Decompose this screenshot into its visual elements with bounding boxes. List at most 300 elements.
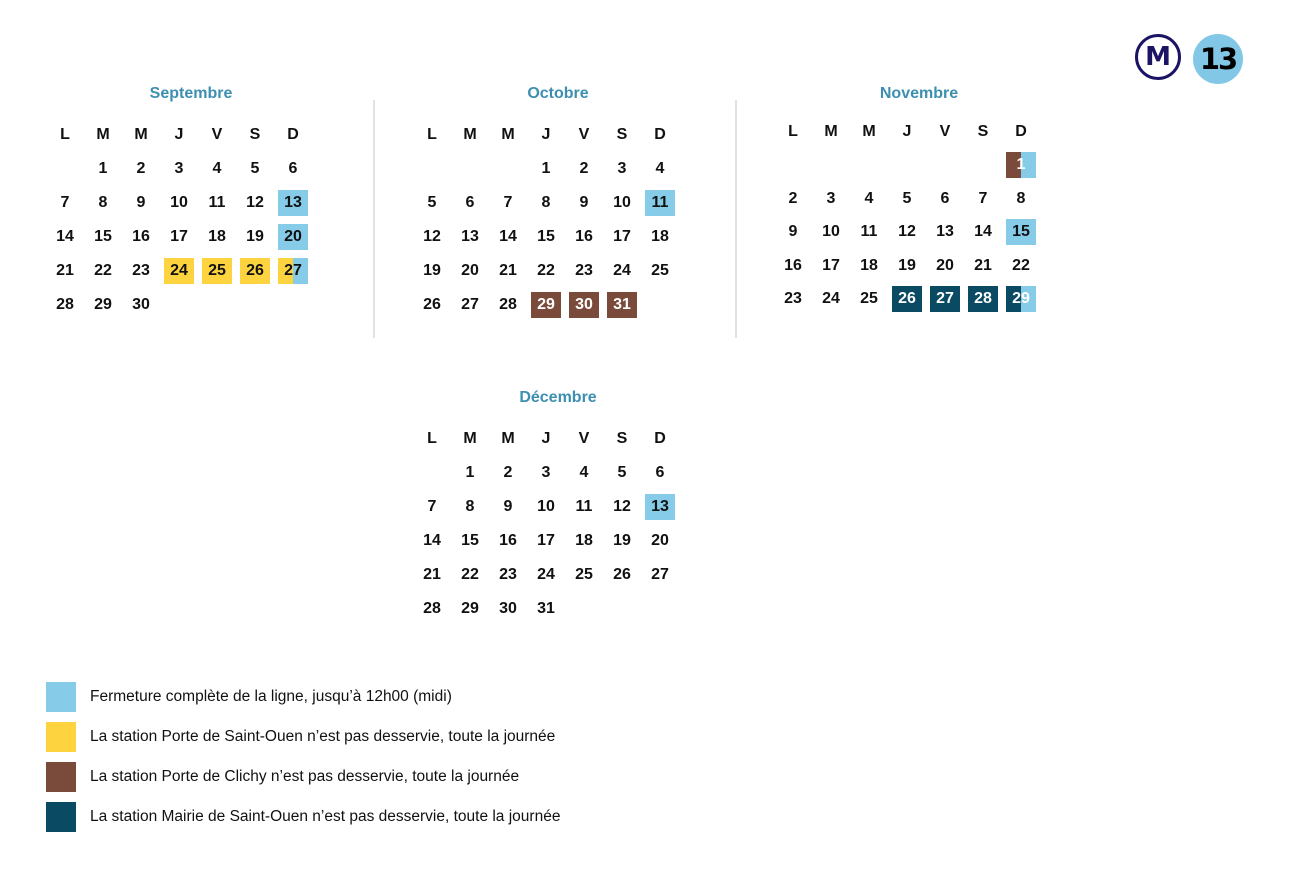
- day-cell: [489, 524, 527, 558]
- day-cell: [964, 182, 1002, 216]
- day-cell: [160, 152, 198, 186]
- day-number: 17: [170, 228, 188, 245]
- day-cell: [850, 182, 888, 216]
- day-number: 9: [788, 223, 798, 241]
- day-number: 12: [898, 223, 916, 241]
- day-number: 8: [98, 194, 108, 211]
- day-cell: [160, 254, 198, 288]
- day-cell: [964, 249, 1002, 283]
- empty-cell: [774, 149, 812, 183]
- weekday-header: D: [287, 126, 299, 143]
- day-cell: [413, 592, 451, 626]
- day-cell: [84, 288, 122, 322]
- day-cell: [1002, 216, 1040, 250]
- day-number: 12: [613, 498, 631, 515]
- day-cell: [122, 254, 160, 288]
- logo: [1135, 34, 1243, 84]
- day-cell: [774, 283, 812, 317]
- day-cell: [1002, 182, 1040, 216]
- day-number: 1: [98, 160, 108, 177]
- day-number: 4: [655, 160, 665, 177]
- day-cell: [641, 220, 679, 254]
- day-number: 26: [892, 286, 922, 312]
- weekday-header: V: [578, 430, 590, 447]
- day-number: 27: [930, 286, 960, 312]
- weekday-header: S: [249, 126, 261, 143]
- month-october: [418, 84, 698, 322]
- day-cell: [926, 283, 964, 317]
- weekday-header: V: [939, 122, 951, 140]
- legend-text: Fermeture complète de la ligne, jusqu’à 12h00 (midi): [90, 688, 452, 705]
- day-number: 21: [499, 262, 517, 279]
- day-cell: [413, 524, 451, 558]
- month-september: [51, 84, 331, 322]
- day-number: 16: [132, 228, 150, 245]
- day-cell: [451, 220, 489, 254]
- weekday-header: D: [1015, 122, 1027, 140]
- day-number: 1: [541, 160, 551, 177]
- day-cell: [565, 456, 603, 490]
- day-number: 23: [499, 566, 517, 583]
- legend-item-full-closure: [46, 681, 560, 713]
- day-number: 31: [607, 292, 637, 318]
- day-number: 9: [136, 194, 146, 211]
- day-cell: [850, 249, 888, 283]
- day-number: 17: [822, 256, 840, 274]
- day-number: 14: [499, 228, 517, 245]
- calendar-grid: [774, 115, 1059, 316]
- day-number: 23: [575, 262, 593, 279]
- calendar-grid: [413, 422, 698, 626]
- day-number: 9: [503, 498, 513, 515]
- day-number: 21: [423, 566, 441, 583]
- day-number: 24: [613, 262, 631, 279]
- day-number: 15: [537, 228, 555, 245]
- day-cell: [451, 558, 489, 592]
- day-number: 8: [465, 498, 475, 515]
- day-cell: [413, 288, 451, 322]
- day-number: 12: [423, 228, 441, 245]
- day-cell: [122, 152, 160, 186]
- empty-cell: [451, 152, 489, 186]
- day-cell: [489, 288, 527, 322]
- day-number: 6: [940, 189, 950, 207]
- day-cell: [84, 152, 122, 186]
- day-number: 16: [575, 228, 593, 245]
- weekday-header: J: [541, 126, 551, 143]
- metro-icon: M: [1135, 34, 1181, 80]
- month-title: Octobre: [527, 85, 589, 102]
- day-number: 7: [978, 189, 988, 207]
- day-number: 13: [645, 494, 675, 520]
- day-cell: [198, 152, 236, 186]
- day-number: 19: [613, 532, 631, 549]
- day-cell: [527, 152, 565, 186]
- day-number: 10: [170, 194, 188, 211]
- day-cell: [236, 220, 274, 254]
- day-cell: [274, 254, 312, 288]
- day-cell: [926, 216, 964, 250]
- day-number: 25: [860, 290, 878, 308]
- weekday-header: M: [501, 126, 515, 143]
- day-cell: [489, 558, 527, 592]
- day-cell: [527, 558, 565, 592]
- day-cell: [84, 254, 122, 288]
- day-number: 20: [461, 262, 479, 279]
- day-number: 13: [278, 190, 308, 216]
- weekday-header: M: [862, 122, 876, 140]
- day-number: 25: [651, 262, 669, 279]
- day-number: 6: [288, 160, 298, 177]
- day-cell: [964, 283, 1002, 317]
- day-number: 18: [860, 256, 878, 274]
- legend-item-porte-clichy: [46, 761, 560, 793]
- day-number: 3: [541, 464, 551, 481]
- day-cell: [603, 152, 641, 186]
- day-cell: [489, 254, 527, 288]
- empty-cell: [888, 149, 926, 183]
- weekday-header: L: [427, 430, 437, 447]
- day-number: 8: [1016, 189, 1026, 207]
- day-cell: [641, 490, 679, 524]
- empty-cell: [964, 149, 1002, 183]
- weekday-header: M: [134, 126, 148, 143]
- day-cell: [274, 186, 312, 220]
- day-number: 5: [427, 194, 437, 211]
- day-cell: [489, 220, 527, 254]
- day-number: 21: [56, 262, 74, 279]
- day-cell: [122, 288, 160, 322]
- day-number: 14: [423, 532, 441, 549]
- month-november: [779, 84, 1059, 316]
- day-cell: [774, 216, 812, 250]
- day-cell: [198, 186, 236, 220]
- day-cell: [641, 152, 679, 186]
- day-number: 5: [617, 464, 627, 481]
- day-cell: [641, 558, 679, 592]
- day-cell: [413, 220, 451, 254]
- day-number: 22: [1012, 256, 1030, 274]
- weekday-header: L: [60, 126, 70, 143]
- day-cell: [274, 152, 312, 186]
- day-number: 26: [423, 296, 441, 313]
- legend-item-mairie-saint-ouen: [46, 801, 560, 833]
- day-number: 20: [936, 256, 954, 274]
- legend-text: La station Mairie de Saint-Ouen n’est pas desservie, toute la journée: [90, 808, 561, 825]
- day-number: 30: [499, 600, 517, 617]
- day-cell: [527, 288, 565, 322]
- legend-text: La station Porte de Clichy n’est pas desservie, toute la journée: [90, 768, 520, 785]
- day-cell: [160, 220, 198, 254]
- day-cell: [812, 283, 850, 317]
- day-cell: [888, 283, 926, 317]
- day-cell: [413, 558, 451, 592]
- day-cell: [527, 592, 565, 626]
- day-cell: [603, 456, 641, 490]
- day-cell: [565, 186, 603, 220]
- day-number: 14: [974, 223, 992, 241]
- day-number: 26: [613, 566, 631, 583]
- day-number: 18: [651, 228, 669, 245]
- day-cell: [603, 558, 641, 592]
- day-cell: [641, 254, 679, 288]
- day-cell: [565, 558, 603, 592]
- legend-text: La station Porte de Saint-Ouen n’est pas desservie, toute la journée: [90, 728, 556, 745]
- legend-swatch: [46, 722, 76, 752]
- day-cell: [926, 249, 964, 283]
- day-cell: [489, 592, 527, 626]
- day-cell: [489, 456, 527, 490]
- day-cell: [527, 490, 565, 524]
- day-cell: [451, 592, 489, 626]
- day-cell: [888, 216, 926, 250]
- day-number: 30: [132, 296, 150, 313]
- month-december: [418, 388, 698, 626]
- day-cell: [964, 216, 1002, 250]
- day-number: 17: [613, 228, 631, 245]
- day-number: 11: [208, 194, 226, 211]
- day-number: 19: [246, 228, 264, 245]
- day-number: 2: [579, 160, 589, 177]
- day-cell: [603, 220, 641, 254]
- calendar-grid: [46, 118, 331, 322]
- day-cell: [46, 288, 84, 322]
- weekday-header: L: [788, 122, 798, 140]
- day-cell: [46, 254, 84, 288]
- day-number: 24: [164, 258, 194, 284]
- day-cell: [451, 186, 489, 220]
- day-cell: [565, 152, 603, 186]
- day-cell: [926, 182, 964, 216]
- day-cell: [451, 254, 489, 288]
- day-cell: [812, 216, 850, 250]
- day-number: 7: [427, 498, 437, 515]
- day-number: 29: [461, 600, 479, 617]
- day-cell: [774, 249, 812, 283]
- divider: [373, 100, 375, 338]
- day-cell: [527, 186, 565, 220]
- day-number: 25: [202, 258, 232, 284]
- day-cell: [413, 490, 451, 524]
- weekday-header: J: [902, 122, 912, 140]
- day-cell: [451, 524, 489, 558]
- day-number: 18: [575, 532, 593, 549]
- day-number: 13: [936, 223, 954, 241]
- empty-cell: [850, 149, 888, 183]
- day-number: 28: [499, 296, 517, 313]
- day-number: 2: [788, 189, 798, 207]
- day-number: 18: [208, 228, 226, 245]
- weekday-header: L: [427, 126, 437, 143]
- day-number: 4: [212, 160, 222, 177]
- month-title: Septembre: [149, 85, 233, 102]
- day-number: 7: [60, 194, 70, 211]
- day-number: 11: [645, 190, 675, 216]
- day-number: 11: [575, 498, 593, 515]
- day-number: 6: [655, 464, 665, 481]
- day-cell: [236, 254, 274, 288]
- day-number: 19: [898, 256, 916, 274]
- day-number: 20: [278, 224, 308, 250]
- day-cell: [236, 152, 274, 186]
- day-number: 6: [465, 194, 475, 211]
- month-title: Novembre: [879, 85, 959, 102]
- day-cell: [565, 288, 603, 322]
- legend-swatch: [46, 762, 76, 792]
- day-cell: [451, 490, 489, 524]
- day-cell: [565, 220, 603, 254]
- day-cell: [527, 254, 565, 288]
- weekday-header: S: [616, 126, 628, 143]
- empty-cell: [812, 149, 850, 183]
- day-number: 27: [278, 258, 308, 284]
- day-number: 29: [531, 292, 561, 318]
- legend-swatch: [46, 802, 76, 832]
- day-cell: [413, 254, 451, 288]
- day-number: 23: [784, 290, 802, 308]
- weekday-header: D: [654, 430, 666, 447]
- divider: [735, 100, 737, 338]
- day-number: 16: [499, 532, 517, 549]
- day-number: 27: [651, 566, 669, 583]
- day-cell: [122, 186, 160, 220]
- day-cell: [641, 524, 679, 558]
- day-number: 15: [1006, 219, 1036, 245]
- day-cell: [527, 456, 565, 490]
- weekday-header: M: [463, 430, 477, 447]
- legend-item-porte-saint-ouen: [46, 721, 560, 753]
- day-cell: [603, 186, 641, 220]
- day-cell: [812, 249, 850, 283]
- month-title: Décembre: [519, 389, 597, 406]
- day-number: 4: [579, 464, 589, 481]
- day-cell: [603, 254, 641, 288]
- day-cell: [565, 524, 603, 558]
- weekday-header: S: [616, 430, 628, 447]
- day-number: 4: [864, 189, 874, 207]
- legend-swatch: [46, 682, 76, 712]
- day-number: 29: [94, 296, 112, 313]
- empty-cell: [46, 152, 84, 186]
- day-number: 21: [974, 256, 992, 274]
- day-number: 1: [1006, 152, 1036, 178]
- day-cell: [888, 249, 926, 283]
- day-cell: [451, 456, 489, 490]
- day-number: 28: [56, 296, 74, 313]
- day-cell: [850, 216, 888, 250]
- day-cell: [1002, 249, 1040, 283]
- day-number: 12: [246, 194, 264, 211]
- empty-cell: [413, 152, 451, 186]
- day-number: 7: [503, 194, 513, 211]
- day-cell: [236, 186, 274, 220]
- day-number: 22: [537, 262, 555, 279]
- day-cell: [84, 186, 122, 220]
- day-cell: [84, 220, 122, 254]
- day-number: 14: [56, 228, 74, 245]
- weekday-header: V: [211, 126, 223, 143]
- empty-cell: [489, 152, 527, 186]
- day-number: 22: [94, 262, 112, 279]
- weekday-header: M: [96, 126, 110, 143]
- day-cell: [1002, 283, 1040, 317]
- day-number: 1: [465, 464, 475, 481]
- day-number: 5: [250, 160, 260, 177]
- day-cell: [850, 283, 888, 317]
- day-cell: [812, 182, 850, 216]
- day-number: 2: [136, 160, 146, 177]
- day-cell: [122, 220, 160, 254]
- day-number: 10: [537, 498, 555, 515]
- day-number: 8: [541, 194, 551, 211]
- day-cell: [274, 220, 312, 254]
- day-cell: [198, 220, 236, 254]
- day-number: 20: [651, 532, 669, 549]
- day-number: 5: [902, 189, 912, 207]
- day-number: 13: [461, 228, 479, 245]
- day-number: 3: [174, 160, 184, 177]
- day-number: 30: [569, 292, 599, 318]
- day-number: 23: [132, 262, 150, 279]
- weekday-header: V: [578, 126, 590, 143]
- day-cell: [603, 524, 641, 558]
- day-cell: [198, 254, 236, 288]
- day-cell: [160, 186, 198, 220]
- day-cell: [527, 524, 565, 558]
- day-number: 25: [575, 566, 593, 583]
- day-number: 22: [461, 566, 479, 583]
- weekday-header: M: [501, 430, 515, 447]
- day-number: 24: [537, 566, 555, 583]
- day-number: 15: [94, 228, 112, 245]
- empty-cell: [926, 149, 964, 183]
- legend: [46, 681, 560, 841]
- day-cell: [774, 182, 812, 216]
- weekday-header: J: [541, 430, 551, 447]
- day-number: 16: [784, 256, 802, 274]
- day-cell: [565, 254, 603, 288]
- weekday-header: J: [174, 126, 184, 143]
- day-number: 10: [822, 223, 840, 241]
- day-cell: [888, 182, 926, 216]
- day-cell: [46, 186, 84, 220]
- weekday-header: D: [654, 126, 666, 143]
- day-cell: [603, 490, 641, 524]
- day-number: 28: [423, 600, 441, 617]
- line-13-badge: 13: [1193, 34, 1243, 84]
- day-number: 3: [617, 160, 627, 177]
- day-number: 9: [579, 194, 589, 211]
- day-number: 17: [537, 532, 555, 549]
- day-number: 2: [503, 464, 513, 481]
- day-cell: [489, 186, 527, 220]
- day-number: 10: [613, 194, 631, 211]
- day-cell: [1002, 149, 1040, 183]
- day-number: 27: [461, 296, 479, 313]
- day-cell: [565, 490, 603, 524]
- day-cell: [603, 288, 641, 322]
- day-number: 11: [860, 223, 878, 241]
- calendar-grid: [413, 118, 698, 322]
- empty-cell: [413, 456, 451, 490]
- day-cell: [527, 220, 565, 254]
- day-cell: [46, 220, 84, 254]
- day-number: 15: [461, 532, 479, 549]
- day-cell: [451, 288, 489, 322]
- day-number: 24: [822, 290, 840, 308]
- day-number: 19: [423, 262, 441, 279]
- day-cell: [641, 456, 679, 490]
